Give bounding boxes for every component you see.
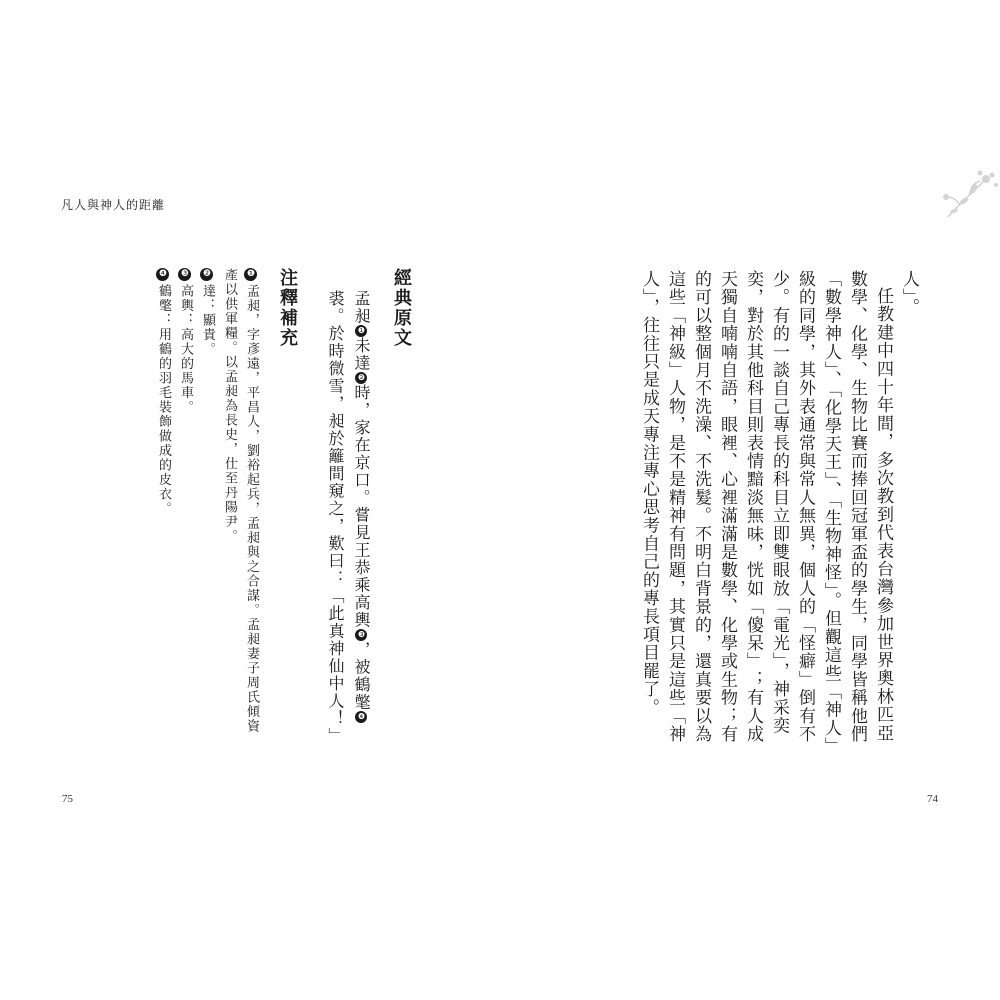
note-marker: ❹	[357, 711, 366, 723]
classic-heading: 經典原文	[391, 268, 412, 348]
note-number: ❸	[180, 268, 190, 281]
classic-text-segment: 未達	[352, 337, 371, 372]
page-number-right: 74	[927, 793, 938, 805]
note-text: 高輿：高大的馬車。	[178, 284, 193, 415]
running-header: 凡人與神人的距離	[61, 198, 166, 212]
note-item	[196, 268, 218, 738]
note-number: ❶	[246, 268, 256, 281]
classic-text-segment: 裘。於時微雪，昶於籬間窺之，歎曰：「此真神仙中人！」	[326, 290, 345, 745]
body-text	[639, 270, 922, 750]
classic-text	[322, 268, 374, 745]
note-item	[152, 268, 174, 738]
note-number: ❹	[158, 268, 168, 281]
body-paragraph: 任教建中四十年間，多次教到代表台灣參加世界奧林匹亞數學、化學、生物比賽而捧回冠軍盃的學生，同學皆稱他們「數學神人」、「化學天王」、「生物神怪」。但觀這些「神人」級的同學，其外表通常與常人無異，個人的「怪癖」倒有不少。有的一談自己專長的科目立即雙眼放「電光」，神采奕奕，對於其他科目則表情黯淡無味，恍如「傻呆」；有人成天獨自喃喃自語，眼裡、心裡滿滿是數學、化學或生物；有的可以整個月不洗澡、不洗髮。不明白背景的，還真要以為這些「神級」人物，是不是精神有問題，其實只是這些「神人」，往往只是成天專注專心思考自己的專長項目罷了。	[639, 270, 893, 747]
note-marker: ❷	[357, 372, 366, 384]
page-number-left: 75	[62, 793, 73, 805]
note-marker: ❶	[357, 325, 366, 337]
notes-list	[152, 268, 262, 738]
note-text: 孟昶，字彥遠，平昌人，劉裕起兵，孟昶與之合謀。孟昶妻子周氏傾資產以供軍糧。以孟昶為長史，仕至丹陽尹。	[222, 268, 259, 734]
classic-text-segment: 孟昶	[352, 290, 371, 325]
note-marker: ❸	[357, 629, 366, 641]
classic-text-segment: 時，家在京口。嘗見王恭乘高輿	[352, 384, 371, 629]
classic-text-section	[322, 268, 414, 745]
body-paragraph: 人」。	[899, 270, 919, 317]
classic-text-segment: ，被鶴氅	[352, 641, 371, 711]
note-text: 鶴氅：用鶴的羽毛裝飾做成的皮衣。	[156, 284, 171, 516]
note-item	[174, 268, 196, 738]
notes-heading: 注釋補充	[277, 268, 298, 348]
notes-section	[120, 268, 300, 738]
note-item	[218, 268, 262, 738]
floral-ornament-icon	[940, 165, 1000, 225]
right-page	[500, 0, 1000, 1000]
note-text: 達：顯貴。	[200, 284, 215, 357]
note-number: ❷	[202, 268, 212, 281]
